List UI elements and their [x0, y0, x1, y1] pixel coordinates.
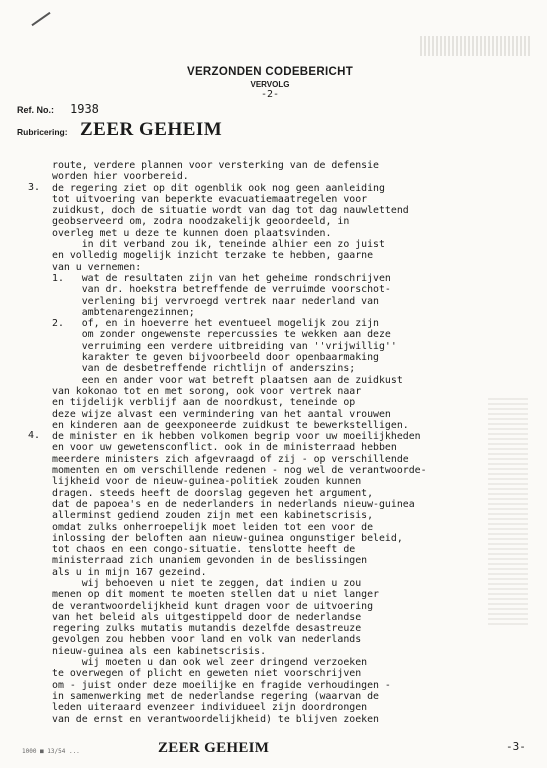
rubricering-label: Rubricering:	[17, 127, 68, 137]
body-line: om - juist onder deze moeilijke en fragide verhoudingen -	[52, 679, 391, 691]
body-line: tot chaos en een congo-situatie. tenslotte heeft de	[52, 544, 356, 556]
body-line: de verantwoordelijkheid kunt dragen voor de uitvoering	[52, 600, 374, 612]
body-line: zuidkust, doch de situatie wordt van dag tot dag nauwlettend	[52, 205, 409, 217]
body-line: en volledig mogelijk inzicht terzake te hebben, gaarne	[52, 250, 374, 262]
footer-classification: ZEER GEHEIM	[158, 740, 270, 756]
body-line: de minister en ik hebben volkomen begrip voor uw moeilijkheden	[52, 431, 421, 443]
body-line: ambtenarengezinnen;	[52, 306, 195, 318]
body-line: van het beleid als uitgestippeld door de nederlandse	[52, 611, 362, 623]
document-title: VERZONDEN CODEBERICHT	[186, 66, 354, 78]
body-line: 1. wat de resultaten zijn van het geheime rondschrijven	[52, 272, 391, 284]
page-marker-top: -2-	[260, 89, 280, 100]
body-line: gevolgen zou hebben voor land en volk van nederlands	[52, 634, 362, 646]
body-line: tot uitvoering van beperkte evacuatiemaatregelen voor	[52, 193, 368, 205]
body-line: als u in mijn 167 gezeind.	[52, 566, 207, 578]
body-line: leden uiteraard evenzeer individueel zijn doordrongen	[52, 702, 368, 714]
scan-noise-right	[488, 395, 528, 625]
body-line: verlening bij vervroegd vertrek naar nederland van	[52, 295, 379, 307]
body-line: meerdere ministers zich afgevraagd of zij - op verschillende	[52, 453, 409, 465]
body-line: route, verdere plannen voor versterking van de defensie	[52, 160, 379, 171]
margin-number-4: 4.	[28, 430, 41, 441]
body-line: van de desbetreffende richtlijn of anderszins;	[52, 363, 356, 375]
body-line: menen op dit moment te moeten stellen dat u niet langer	[52, 589, 379, 601]
body-line: van kokonao tot en met sorong, ook voor vertrek naar	[52, 385, 362, 397]
body-line: inlossing der beloften aan nieuw-guinea ongunstiger beleid,	[52, 532, 403, 544]
pen-mark	[31, 12, 50, 26]
body-line: karakter te geven bijvoorbeeld door openbaarmaking	[52, 352, 379, 364]
body-line: momenten en om verschillende redenen - nog wel de verantwoorde-	[52, 465, 427, 477]
body-line: om zonder ongewenste repercussies te wekken aan deze	[52, 329, 391, 341]
body-line: in samenwerking met de nederlandse regering (waarvan de	[52, 690, 379, 702]
body-line: van dr. hoekstra betreffende de verruimde voorschot-	[52, 284, 391, 296]
body-line: en voor uw gewetensconflict. ook in de ministerraad hebben	[52, 442, 397, 454]
body-line: worden hier voorbereid.	[52, 171, 189, 183]
scan-noise-top	[420, 36, 530, 56]
footer-print-code: 1000 ■ 13/54 ...	[22, 748, 80, 755]
body-line: nieuw-guinea als een kabinetscrisis.	[52, 645, 267, 657]
body-line: omdat zulks onherroepelijk moet leiden tot een voor de	[52, 521, 374, 533]
body-line: en kinderen aan de geexponeerde zuidkust te bewerkstelligen.	[52, 419, 409, 431]
classification-heading: ZEER GEHEIM	[80, 119, 223, 140]
body-line: regering zulks mutatis mutandis dezelfde desastreuze	[52, 623, 362, 635]
body-line: in dit verband zou ik, teneinde alhier een zo juist	[52, 239, 385, 251]
body-line: geobserveerd om, zodra noodzakelijk geoordeeld, in	[52, 216, 350, 228]
body-line: lijkheid voor de nieuw-guinea-politiek zouden kunnen	[52, 476, 362, 488]
body-line: ministerraad zich unaniem gevonden in de beslissingen	[52, 555, 368, 567]
body-line: te overwegen of plicht en geweten niet voorschrijven	[52, 668, 362, 680]
body-line: allerminst gediend zouden zijn met een kabinetscrisis,	[52, 510, 374, 522]
body-line: overleg met u deze te kunnen doen plaatsvinden.	[52, 227, 332, 239]
body-line: verruiming een verdere uitbreiding van ''vrijwillig''	[52, 340, 397, 352]
margin-number-3: 3.	[28, 182, 41, 193]
ref-value: 1938	[70, 102, 99, 116]
document-subtitle: VERVOLG	[250, 80, 290, 89]
body-line: een en ander voor wat betreft plaatsen aan de zuidkust	[52, 374, 403, 386]
body-line: wij moeten u dan ook wel zeer dringend verzoeken	[52, 657, 368, 669]
body-line: dragen. steeds heeft de doorslag gegeven het argument,	[52, 487, 374, 499]
ref-label: Ref. No.:	[17, 105, 54, 115]
body-line: de regering ziet op dit ogenblik ook nog geen aanleiding	[52, 182, 385, 194]
body-line: dat de papoea's en de nederlanders in nederlands nieuw-guinea	[52, 498, 415, 510]
body-line: wij behoeven u niet te zeggen, dat indien u zou	[52, 577, 362, 589]
body-line: van u vernemen:	[52, 261, 142, 273]
body-line: en tijdelijk verblijf aan de noordkust, teneinde op	[52, 397, 356, 409]
body-line: van de ernst en verantwoordelijkheid) te blijven zoeken	[52, 713, 379, 725]
message-body	[52, 160, 492, 725]
page-marker-bottom: -3-	[506, 740, 526, 753]
body-line: deze wijze alvast een vermindering van het aantal vrouwen	[52, 408, 391, 420]
body-line: 2. of, en in hoeverre het eventueel mogelijk zou zijn	[52, 318, 379, 330]
